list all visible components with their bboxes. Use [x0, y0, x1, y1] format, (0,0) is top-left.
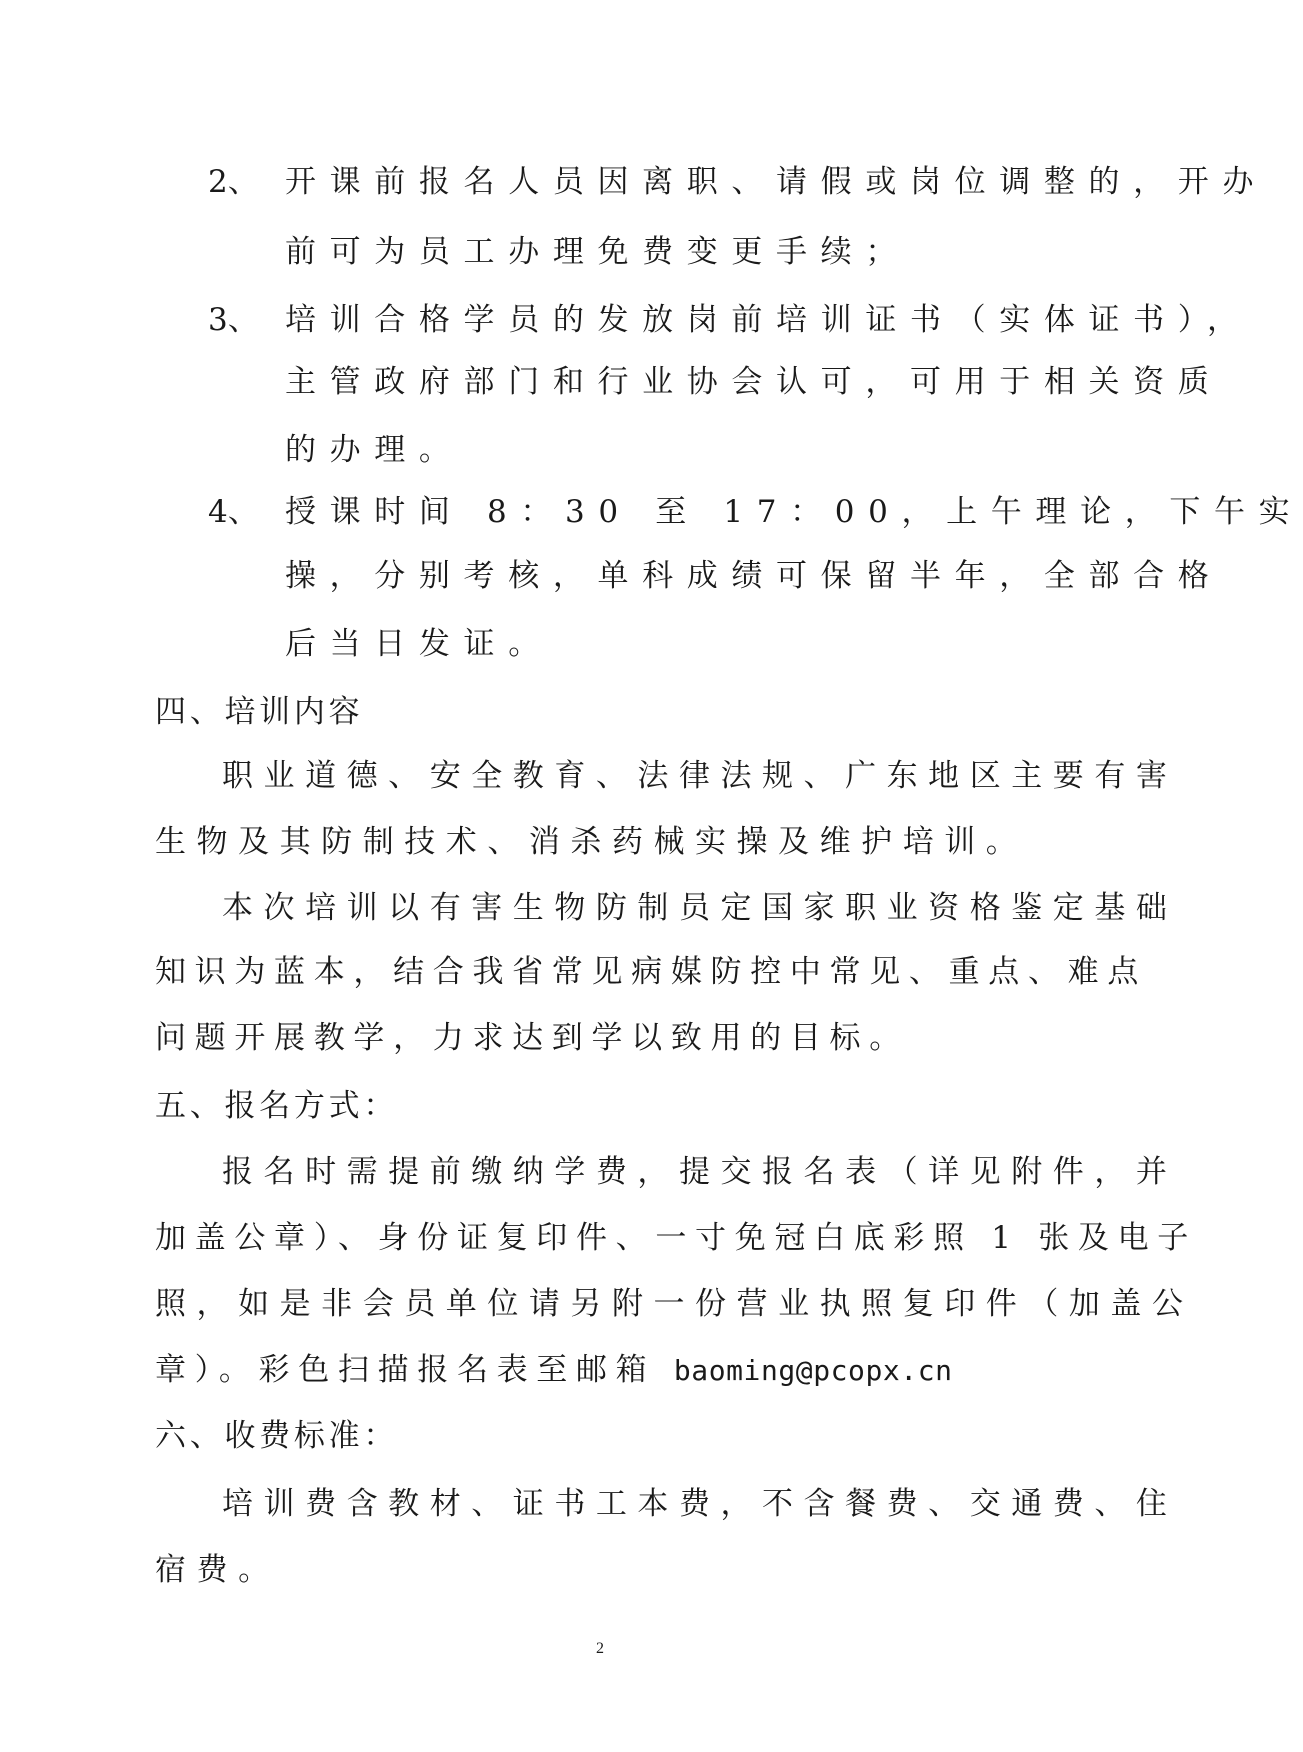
item-3-line-2: 主管政府部门和行业协会认可，可用于相关资质	[285, 364, 1223, 400]
list-number-2: 2、	[208, 164, 259, 200]
item-3-line-1: 培训合格学员的发放岗前培训证书（实体证书），	[285, 302, 1252, 338]
section-5-line-1: 报名时需提前缴纳学费，提交报名表（详见附件，并	[222, 1154, 1178, 1190]
section-4-para-2-line-3: 问题开展教学，力求达到学以致用的目标。	[155, 1020, 909, 1056]
section-4-para-1-line-2: 生物及其防制技术、消杀药械实操及维护培训。	[155, 824, 1028, 860]
email-address[interactable]: baoming@pcopx.cn	[673, 1354, 953, 1387]
item-4-line-3: 后当日发证。	[285, 626, 553, 662]
section-6-heading: 六、收费标准：	[155, 1418, 399, 1454]
list-number-3: 3、	[208, 302, 259, 338]
section-5-heading: 五、报名方式：	[155, 1088, 399, 1124]
item-4-line-2: 操，分别考核，单科成绩可保留半年，全部合格	[285, 558, 1223, 594]
list-number-4: 4、	[208, 494, 259, 530]
section-4-para-1-line-1: 职业道德、安全教育、法律法规、广东地区主要有害	[222, 758, 1178, 794]
section-5-line-2: 加盖公章）、身份证复印件、一寸免冠白底彩照 1 张及电子	[155, 1220, 1197, 1256]
item-3-line-3: 的办理。	[285, 432, 464, 468]
section-4-heading: 四、培训内容	[155, 694, 364, 730]
section-4-para-2-line-1: 本次培训以有害生物防制员定国家职业资格鉴定基础	[222, 890, 1178, 926]
section-4-para-2-line-2: 知识为蓝本，结合我省常见病媒防控中常见、重点、难点	[155, 954, 1147, 990]
item-4-line-1: 授课时间 8：30 至 17：00，上午理论，下午实	[285, 494, 1303, 530]
section-5-line-3: 照，如是非会员单位请另附一份营业执照复印件（加盖公	[155, 1286, 1194, 1322]
section-6-line-2: 宿费。	[155, 1552, 280, 1588]
section-6-line-1: 培训费含教材、证书工本费，不含餐费、交通费、住	[222, 1486, 1178, 1522]
section-5-line-4	[155, 1350, 953, 1391]
page-number: 2	[596, 1640, 604, 1657]
item-2-line-1: 开课前报名人员因离职、请假或岗位调整的，开办	[285, 164, 1268, 200]
item-2-line-2: 前可为员工办理免费变更手续；	[285, 234, 910, 270]
section-5-line-4-text: 章）。彩色扫描报名表至邮箱	[155, 1352, 674, 1388]
